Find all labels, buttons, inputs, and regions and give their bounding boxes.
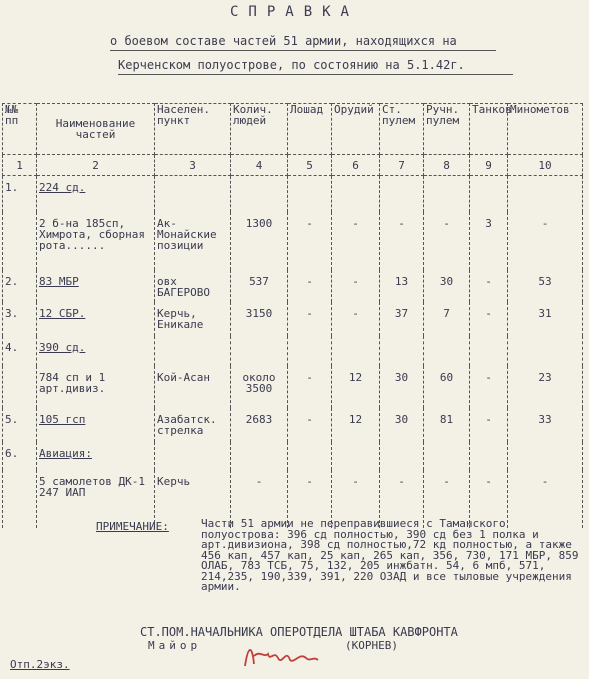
- table-cell-place: Керчь, Еникале: [155, 302, 231, 336]
- table-cell-num: [3, 212, 37, 270]
- signature-title: СТ.ПОМ.НАЧАЛЬНИКА ОПЕРОТДЕЛА ШТАБА КАВФРОНТА: [140, 625, 458, 639]
- table-cell-place: [155, 442, 231, 470]
- table-cell-lmg: [424, 336, 470, 366]
- table-cell-place: Ак-Монайские позиции: [155, 212, 231, 270]
- table-cell-name: Авиация:: [37, 442, 155, 470]
- table-cell-people: 3150: [231, 302, 288, 336]
- table-row: [3, 270, 583, 302]
- table-cell-name: 105 гсп: [37, 408, 155, 442]
- table-cell-people: 1300: [231, 212, 288, 270]
- table-cell-lmg: -: [424, 212, 470, 270]
- table-cell-horses: -: [288, 470, 332, 528]
- table-cell-num: 2.: [3, 270, 37, 302]
- table-cell-guns: [332, 176, 380, 213]
- table-cell-lmg: 30: [424, 270, 470, 302]
- subtitle-underline-1: [110, 50, 496, 51]
- col-header-tanks: Танков: [470, 104, 508, 155]
- table-cell-horses: -: [288, 212, 332, 270]
- table-cell-tanks: [470, 442, 508, 470]
- table-cell-tanks: 3: [470, 212, 508, 270]
- col-header-place: Населен. пункт: [155, 104, 231, 155]
- column-number-row: [3, 155, 583, 176]
- column-number: 10: [508, 155, 583, 176]
- col-header-people: Колич. людей: [231, 104, 288, 155]
- column-number: 2: [37, 155, 155, 176]
- table-cell-guns: -: [332, 302, 380, 336]
- table-cell-people: [231, 176, 288, 213]
- table-cell-lmg: [424, 442, 470, 470]
- table-cell-horses: [288, 336, 332, 366]
- table-cell-mortars: 33: [508, 408, 583, 442]
- subtitle-line-2: Керченском полуострове, по состоянию на 5.1.42г.: [118, 58, 465, 72]
- table-cell-name: 390 сд.: [37, 336, 155, 366]
- table-cell-place: Азабатск. стрелка: [155, 408, 231, 442]
- table-cell-hmg: 37: [380, 302, 424, 336]
- table-cell-lmg: 60: [424, 366, 470, 408]
- table-row: [3, 408, 583, 442]
- column-number: 3: [155, 155, 231, 176]
- table-cell-people: около 3500: [231, 366, 288, 408]
- table-cell-num: [3, 470, 37, 528]
- table-cell-horses: [288, 176, 332, 213]
- col-header-guns: Орудий: [332, 104, 380, 155]
- table-cell-mortars: [508, 336, 583, 366]
- table-cell-tanks: -: [470, 408, 508, 442]
- column-number: 7: [380, 155, 424, 176]
- column-number: 9: [470, 155, 508, 176]
- table-cell-place: овх БАГЕРОВО: [155, 270, 231, 302]
- table-cell-name: 224 сд.: [37, 176, 155, 213]
- table-cell-mortars: 23: [508, 366, 583, 408]
- table-cell-people: 2683: [231, 408, 288, 442]
- table-cell-horses: -: [288, 302, 332, 336]
- table-cell-lmg: 7: [424, 302, 470, 336]
- table-cell-num: 6.: [3, 442, 37, 470]
- table-cell-mortars: 53: [508, 270, 583, 302]
- table-cell-mortars: -: [508, 212, 583, 270]
- table-cell-guns: -: [332, 470, 380, 528]
- units-table: [2, 103, 583, 528]
- table-cell-people: [231, 336, 288, 366]
- subtitle-underline-2: [118, 74, 513, 75]
- table-row: [3, 366, 583, 408]
- table-cell-tanks: -: [470, 366, 508, 408]
- table-cell-tanks: -: [470, 302, 508, 336]
- table-cell-place: [155, 176, 231, 213]
- table-cell-guns: 12: [332, 408, 380, 442]
- note-text: Части 51 армии не переправившиеся с Таманского полуострова: 396 сд полностью, 390 сд без 1 полка и арт.дивизиона, 398 сд полностью,72 кд полностью, а также 456 кап, 457 кап, 25 кап, 265 кап, 356, 730, 171 МБР, 859 ОЛАБ, 783 ТСБ, 75, 132, 205 инжбатн. 54, 6 мпб, 571, 214,235, 190,339, 391, 220 ОЗАД и все тыловые учреждения армии.: [201, 517, 579, 593]
- table-cell-num: [3, 366, 37, 408]
- table-cell-guns: -: [332, 270, 380, 302]
- table-cell-hmg: -: [380, 212, 424, 270]
- table-row: [3, 442, 583, 470]
- table-row: [3, 302, 583, 336]
- column-number: 8: [424, 155, 470, 176]
- table-cell-lmg: -: [424, 470, 470, 528]
- document-title: СПРАВКА: [229, 4, 359, 20]
- column-number: 1: [3, 155, 37, 176]
- column-number: 5: [288, 155, 332, 176]
- subtitle-line-1: о боевом составе частей 51 армии, находящихся на: [110, 34, 457, 48]
- table-cell-place: [155, 336, 231, 366]
- table-cell-mortars: 31: [508, 302, 583, 336]
- column-number: 4: [231, 155, 288, 176]
- table-cell-place: Кой-Асан: [155, 366, 231, 408]
- table-cell-name: 12 СБР.: [37, 302, 155, 336]
- table-cell-horses: -: [288, 366, 332, 408]
- table-cell-name: 83 МБР: [37, 270, 155, 302]
- table-cell-num: 3.: [3, 302, 37, 336]
- table-cell-horses: -: [288, 408, 332, 442]
- table-cell-horses: [288, 442, 332, 470]
- col-header-mortars: Минометов: [508, 104, 583, 155]
- table-cell-people: [231, 442, 288, 470]
- table-cell-name: 5 самолетов ДК-1 247 ИАП: [37, 470, 155, 528]
- col-header-hmg: Ст. пулем: [380, 104, 424, 155]
- col-header-horses: Лошад: [288, 104, 332, 155]
- table-cell-guns: [332, 336, 380, 366]
- table-row: [3, 336, 583, 366]
- handwritten-signature: [240, 636, 320, 676]
- table-cell-lmg: [424, 176, 470, 213]
- table-cell-people: 537: [231, 270, 288, 302]
- col-header-lmg: Ручн. пулем: [424, 104, 470, 155]
- table-header-row: [3, 104, 583, 155]
- table-cell-hmg: [380, 442, 424, 470]
- table-cell-name: 2 б-на 185сп, Химрота, сборная рота......: [37, 212, 155, 270]
- table-cell-horses: -: [288, 270, 332, 302]
- table-cell-hmg: 13: [380, 270, 424, 302]
- table-cell-num: 4.: [3, 336, 37, 366]
- table-cell-guns: -: [332, 212, 380, 270]
- table-cell-lmg: 81: [424, 408, 470, 442]
- table-cell-mortars: -: [508, 470, 583, 528]
- copies-footer: Отп.2экз.: [10, 658, 70, 671]
- table-row: [3, 212, 583, 270]
- table-row: [3, 176, 583, 213]
- table-cell-hmg: [380, 176, 424, 213]
- table-cell-guns: [332, 442, 380, 470]
- column-number: 6: [332, 155, 380, 176]
- table-body: [3, 176, 583, 529]
- signature-name: (КОРНЕВ): [345, 639, 398, 652]
- table-cell-people: -: [231, 470, 288, 528]
- signature-rank: Майор: [148, 639, 202, 652]
- table-cell-mortars: [508, 442, 583, 470]
- note-label: ПРИМЕЧАНИЕ:: [96, 520, 169, 533]
- table-cell-tanks: -: [470, 470, 508, 528]
- table-cell-num: 1.: [3, 176, 37, 213]
- table-cell-hmg: 30: [380, 366, 424, 408]
- table-cell-hmg: 30: [380, 408, 424, 442]
- table-cell-name: 784 сп и 1 арт.дивиз.: [37, 366, 155, 408]
- table-cell-mortars: [508, 176, 583, 213]
- col-header-num: №№ пп: [3, 104, 37, 155]
- table-cell-tanks: [470, 176, 508, 213]
- table-cell-hmg: -: [380, 470, 424, 528]
- table-cell-guns: 12: [332, 366, 380, 408]
- col-header-name: Наименование частей: [37, 104, 155, 155]
- table-cell-tanks: -: [470, 270, 508, 302]
- table-cell-hmg: [380, 336, 424, 366]
- table-cell-tanks: [470, 336, 508, 366]
- table-cell-num: 5.: [3, 408, 37, 442]
- table-cell-place: Керчь: [155, 470, 231, 528]
